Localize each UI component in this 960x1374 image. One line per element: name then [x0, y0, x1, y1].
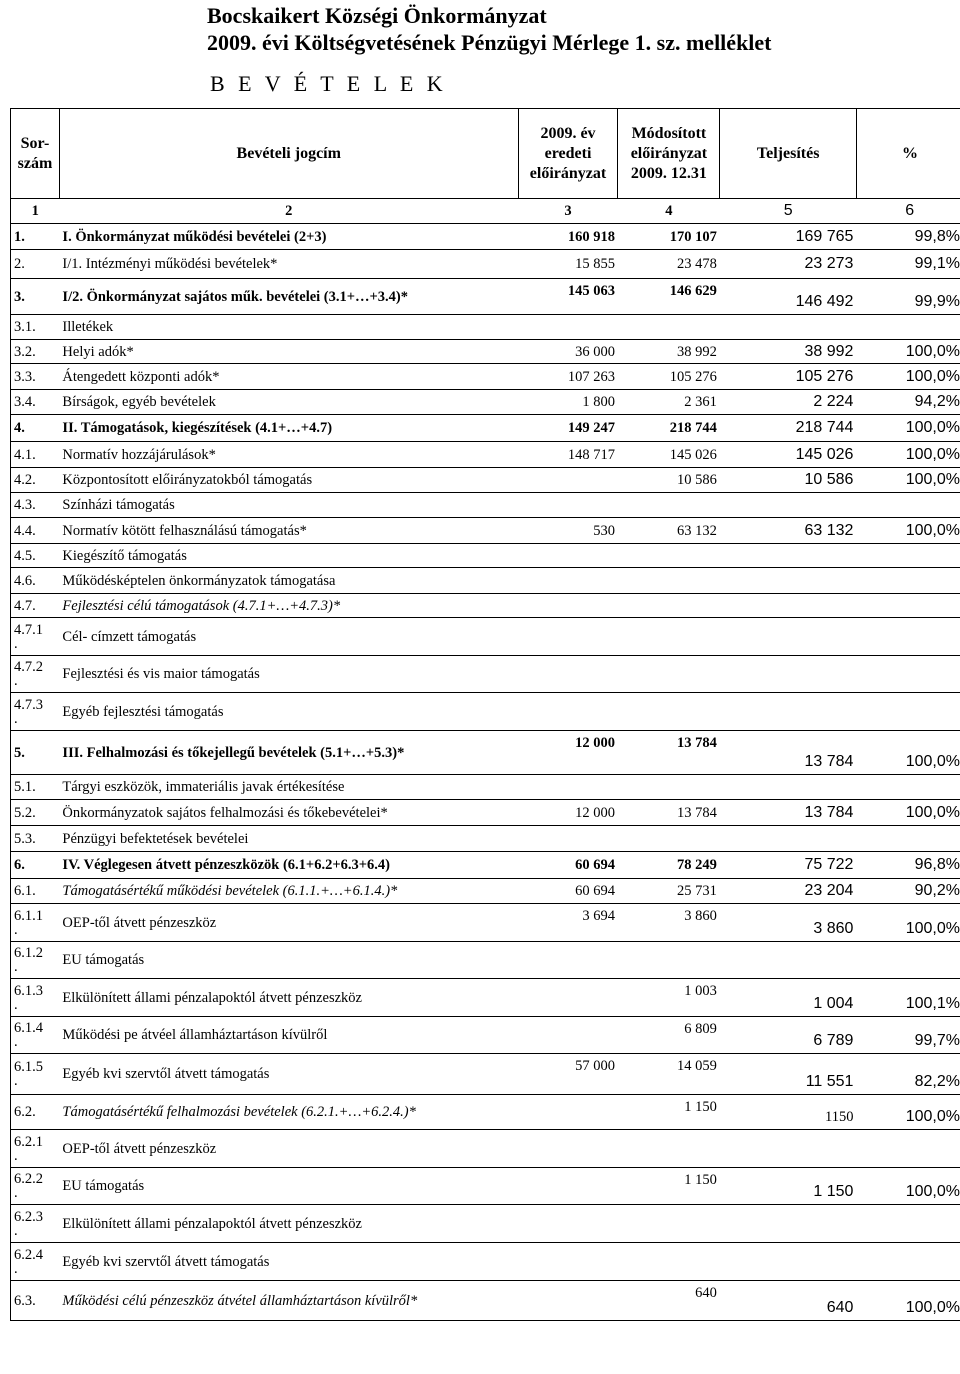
row-modositott: 13 784 [618, 800, 720, 826]
row-modositott [618, 775, 720, 800]
table-row [11, 775, 960, 800]
row-number: 5.1. [11, 775, 60, 800]
row-number: 4.2. [11, 468, 60, 493]
row-number: 6.3. [11, 1281, 60, 1321]
row-teljesites: 1150 [720, 1095, 857, 1130]
row-teljesites: 146 492 [720, 279, 857, 315]
row-label: Tárgyi eszközök, immateriális javak értékesítése [59, 775, 518, 800]
row-teljesites: 13 784 [720, 800, 857, 826]
row-number: 4.1. [11, 442, 60, 468]
document-title: Bocskaikert Községi Önkormányzat [207, 3, 547, 28]
row-modositott: 25 731 [618, 879, 720, 904]
row-modositott: 1 003 [618, 979, 720, 1017]
row-teljesites [720, 942, 857, 979]
table-row [11, 1205, 960, 1243]
row-label: OEP-től átvett pénzeszköz [59, 904, 518, 942]
row-szazalek [856, 315, 960, 340]
row-modositott: 2 361 [618, 390, 720, 415]
table-row [11, 852, 960, 879]
row-modositott: 3 860 [618, 904, 720, 942]
row-szazalek: 90,2% [856, 879, 960, 904]
table-row [11, 518, 960, 544]
row-number: 6.1.3 . [11, 979, 60, 1017]
row-eredeti [518, 468, 618, 493]
row-label: Működési célú pénzeszköz átvétel államháztartáson kívülről* [59, 1281, 518, 1321]
row-szazalek: 100,0% [856, 518, 960, 544]
table-row [11, 800, 960, 826]
row-label: OEP-től átvett pénzeszköz [59, 1130, 518, 1168]
table-row [11, 1017, 960, 1054]
row-teljesites: 218 744 [720, 415, 857, 442]
row-number: 6.2.2 . [11, 1168, 60, 1205]
header-modositott: Módosított előirányzat 2009. 12.31 [618, 109, 720, 199]
row-number: 3.1. [11, 315, 60, 340]
row-label: Elkülönített állami pénzalapoktól átvett pénzeszköz [59, 979, 518, 1017]
row-eredeti: 149 247 [518, 415, 618, 442]
row-number: 4.4. [11, 518, 60, 544]
row-label: Egyéb kvi szervtől átvett támogatás [59, 1243, 518, 1281]
table-row [11, 568, 960, 594]
row-label: Pénzügyi befektetések bevételei [59, 826, 518, 852]
row-number: 4. [11, 415, 60, 442]
row-szazalek [856, 775, 960, 800]
row-number: 5.3. [11, 826, 60, 852]
row-number: 6.1.4 . [11, 1017, 60, 1054]
row-eredeti [518, 1243, 618, 1281]
row-eredeti [518, 693, 618, 731]
row-teljesites [720, 775, 857, 800]
row-number: 6.2.3 . [11, 1205, 60, 1243]
row-label: IV. Véglegesen átvett pénzeszközök (6.1+6.2+6.3+6.4) [59, 852, 518, 879]
row-number: 5. [11, 731, 60, 775]
row-szazalek [856, 656, 960, 693]
table-row [11, 224, 960, 250]
table-row [11, 468, 960, 493]
row-number: 4.7.2 . [11, 656, 60, 693]
row-number: 6. [11, 852, 60, 879]
row-eredeti [518, 826, 618, 852]
table-row [11, 594, 960, 618]
row-number: 4.5. [11, 544, 60, 568]
row-eredeti [518, 979, 618, 1017]
row-teljesites: 169 765 [720, 224, 857, 250]
table-row [11, 731, 960, 775]
row-eredeti [518, 1095, 618, 1130]
row-eredeti: 60 694 [518, 852, 618, 879]
table-row [11, 364, 960, 390]
row-modositott: 78 249 [618, 852, 720, 879]
row-number: 4.7.1 . [11, 618, 60, 656]
row-eredeti: 148 717 [518, 442, 618, 468]
row-modositott: 14 059 [618, 1054, 720, 1095]
row-number: 6.1. [11, 879, 60, 904]
row-modositott [618, 544, 720, 568]
row-teljesites [720, 568, 857, 594]
row-szazalek: 94,2% [856, 390, 960, 415]
table-row [11, 904, 960, 942]
row-eredeti: 36 000 [518, 340, 618, 364]
row-eredeti: 12 000 [518, 800, 618, 826]
table-row [11, 1168, 960, 1205]
row-szazalek: 99,8% [856, 224, 960, 250]
table-row [11, 1095, 960, 1130]
row-teljesites: 3 860 [720, 904, 857, 942]
row-modositott [618, 942, 720, 979]
row-number: 6.1.5 . [11, 1054, 60, 1095]
table-row [11, 250, 960, 279]
row-szazalek: 99,9% [856, 279, 960, 315]
row-modositott: 10 586 [618, 468, 720, 493]
row-szazalek: 100,0% [856, 415, 960, 442]
row-szazalek: 100,0% [856, 468, 960, 493]
row-number: 4.3. [11, 493, 60, 518]
row-teljesites: 10 586 [720, 468, 857, 493]
colnum-5: 5 [720, 199, 857, 224]
row-modositott [618, 693, 720, 731]
row-modositott [618, 826, 720, 852]
row-label: Átengedett központi adók* [59, 364, 518, 390]
table-row [11, 415, 960, 442]
section-heading: B E V É T E L E K [210, 71, 447, 96]
row-modositott [618, 568, 720, 594]
document-subtitle: 2009. évi Költségvetésének Pénzügyi Mérlege 1. sz. melléklet [207, 30, 772, 55]
row-number: 6.2.4 . [11, 1243, 60, 1281]
row-modositott: 105 276 [618, 364, 720, 390]
row-teljesites: 23 204 [720, 879, 857, 904]
row-label: Normatív hozzájárulások* [59, 442, 518, 468]
row-eredeti [518, 544, 618, 568]
row-szazalek [856, 544, 960, 568]
row-szazalek [856, 942, 960, 979]
row-label: Fejlesztési és vis maior támogatás [59, 656, 518, 693]
row-modositott [618, 1243, 720, 1281]
row-label: EU támogatás [59, 1168, 518, 1205]
row-modositott: 23 478 [618, 250, 720, 279]
row-number: 1. [11, 224, 60, 250]
row-teljesites [720, 594, 857, 618]
row-teljesites [720, 693, 857, 731]
column-number-row [11, 199, 960, 224]
row-modositott: 1 150 [618, 1095, 720, 1130]
row-teljesites: 11 551 [720, 1054, 857, 1095]
colnum-3: 3 [518, 199, 618, 224]
row-eredeti: 1 800 [518, 390, 618, 415]
row-number: 3.2. [11, 340, 60, 364]
row-label: Egyéb kvi szervtől átvett támogatás [59, 1054, 518, 1095]
row-number: 3.3. [11, 364, 60, 390]
row-number: 3. [11, 279, 60, 315]
row-modositott [618, 1130, 720, 1168]
row-teljesites: 640 [720, 1281, 857, 1321]
row-eredeti: 107 263 [518, 364, 618, 390]
row-teljesites: 105 276 [720, 364, 857, 390]
colnum-4: 4 [618, 199, 720, 224]
header-szazalek: % [856, 109, 960, 199]
row-eredeti [518, 1017, 618, 1054]
row-modositott: 13 784 [618, 731, 720, 775]
row-label: Normatív kötött felhasználású támogatás* [59, 518, 518, 544]
row-number: 4.7.3 . [11, 693, 60, 731]
row-modositott [618, 656, 720, 693]
row-label: Színházi támogatás [59, 493, 518, 518]
row-szazalek: 100,0% [856, 364, 960, 390]
row-teljesites: 1 150 [720, 1168, 857, 1205]
row-szazalek: 100,0% [856, 1281, 960, 1321]
row-number: 6.2. [11, 1095, 60, 1130]
table-row [11, 693, 960, 731]
table-row [11, 1281, 960, 1321]
row-szazalek [856, 493, 960, 518]
row-label: III. Felhalmozási és tőkejellegű bevételek (5.1+…+5.3)* [59, 731, 518, 775]
row-eredeti [518, 656, 618, 693]
row-eredeti [518, 1281, 618, 1321]
row-teljesites [720, 1130, 857, 1168]
row-number: 6.1.1 . [11, 904, 60, 942]
row-teljesites: 75 722 [720, 852, 857, 879]
row-szazalek [856, 568, 960, 594]
row-label: EU támogatás [59, 942, 518, 979]
table-row [11, 340, 960, 364]
row-label: Működésképtelen önkormányzatok támogatása [59, 568, 518, 594]
row-szazalek [856, 693, 960, 731]
row-szazalek: 100,0% [856, 904, 960, 942]
row-eredeti: 530 [518, 518, 618, 544]
row-szazalek [856, 618, 960, 656]
colnum-2: 2 [59, 199, 518, 224]
row-modositott: 6 809 [618, 1017, 720, 1054]
row-szazalek: 99,1% [856, 250, 960, 279]
row-eredeti [518, 568, 618, 594]
header-jogcim: Bevételi jogcím [59, 109, 518, 199]
row-label: Kiegészítő támogatás [59, 544, 518, 568]
row-eredeti [518, 1205, 618, 1243]
row-teljesites [720, 493, 857, 518]
row-teljesites: 63 132 [720, 518, 857, 544]
row-modositott: 218 744 [618, 415, 720, 442]
row-modositott: 1 150 [618, 1168, 720, 1205]
table-row [11, 442, 960, 468]
row-szazalek: 82,2% [856, 1054, 960, 1095]
table-row [11, 1054, 960, 1095]
row-szazalek [856, 826, 960, 852]
row-teljesites: 6 789 [720, 1017, 857, 1054]
table-row [11, 493, 960, 518]
header-sorszam: Sor- szám [11, 109, 60, 199]
row-modositott [618, 618, 720, 656]
row-teljesites [720, 1205, 857, 1243]
revenue-table [10, 108, 960, 1321]
row-eredeti [518, 1168, 618, 1205]
header-teljesites: Teljesítés [720, 109, 857, 199]
row-modositott: 146 629 [618, 279, 720, 315]
row-modositott [618, 594, 720, 618]
row-label: Elkülönített állami pénzalapoktól átvett pénzeszköz [59, 1205, 518, 1243]
table-row [11, 656, 960, 693]
row-eredeti: 57 000 [518, 1054, 618, 1095]
row-label: Támogatásértékű működési bevételek (6.1.1.+…+6.1.4.)* [59, 879, 518, 904]
row-eredeti: 15 855 [518, 250, 618, 279]
row-teljesites [720, 315, 857, 340]
row-szazalek: 96,8% [856, 852, 960, 879]
header-eredeti: 2009. év eredeti előirányzat [518, 109, 618, 199]
row-eredeti [518, 942, 618, 979]
row-eredeti [518, 594, 618, 618]
row-label: Cél- címzett támogatás [59, 618, 518, 656]
row-szazalek: 100,0% [856, 442, 960, 468]
row-label: I. Önkormányzat működési bevételei (2+3) [59, 224, 518, 250]
row-teljesites [720, 544, 857, 568]
row-teljesites: 38 992 [720, 340, 857, 364]
row-label: Központosított előirányzatokból támogatás [59, 468, 518, 493]
row-teljesites [720, 618, 857, 656]
table-row [11, 544, 960, 568]
table-row [11, 879, 960, 904]
row-szazalek [856, 1243, 960, 1281]
row-label: Fejlesztési célú támogatások (4.7.1+…+4.7.3)* [59, 594, 518, 618]
row-teljesites [720, 1243, 857, 1281]
row-szazalek: 100,0% [856, 1168, 960, 1205]
table-row [11, 979, 960, 1017]
row-label: Önkormányzatok sajátos felhalmozási és tőkebevételei* [59, 800, 518, 826]
row-label: Támogatásértékű felhalmozási bevételek (6.2.1.+…+6.2.4.)* [59, 1095, 518, 1130]
row-modositott: 640 [618, 1281, 720, 1321]
row-eredeti: 160 918 [518, 224, 618, 250]
row-modositott: 170 107 [618, 224, 720, 250]
row-number: 2. [11, 250, 60, 279]
row-number: 6.2.1 . [11, 1130, 60, 1168]
row-szazalek: 100,0% [856, 340, 960, 364]
row-teljesites [720, 826, 857, 852]
row-eredeti [518, 1130, 618, 1168]
table-row [11, 618, 960, 656]
row-modositott: 145 026 [618, 442, 720, 468]
row-eredeti: 12 000 [518, 731, 618, 775]
row-eredeti: 3 694 [518, 904, 618, 942]
row-number: 6.1.2 . [11, 942, 60, 979]
row-eredeti [518, 315, 618, 340]
row-modositott [618, 1205, 720, 1243]
row-label: Egyéb fejlesztési támogatás [59, 693, 518, 731]
row-label: II. Támogatások, kiegészítések (4.1+…+4.7) [59, 415, 518, 442]
table-row [11, 1130, 960, 1168]
table-row [11, 942, 960, 979]
row-eredeti [518, 775, 618, 800]
table-row [11, 390, 960, 415]
row-number: 4.6. [11, 568, 60, 594]
table-row [11, 315, 960, 340]
row-modositott [618, 315, 720, 340]
row-teljesites: 13 784 [720, 731, 857, 775]
row-label: Működési pe átvéel államháztartáson kívülről [59, 1017, 518, 1054]
table-row [11, 1243, 960, 1281]
row-szazalek: 99,7% [856, 1017, 960, 1054]
row-number: 4.7. [11, 594, 60, 618]
row-szazalek: 100,1% [856, 979, 960, 1017]
row-eredeti: 145 063 [518, 279, 618, 315]
row-szazalek [856, 1205, 960, 1243]
row-modositott: 38 992 [618, 340, 720, 364]
row-teljesites: 145 026 [720, 442, 857, 468]
row-label: Bírságok, egyéb bevételek [59, 390, 518, 415]
row-number: 3.4. [11, 390, 60, 415]
row-teljesites: 23 273 [720, 250, 857, 279]
row-label: I/2. Önkormányzat sajátos műk. bevételei (3.1+…+3.4)* [59, 279, 518, 315]
row-eredeti [518, 493, 618, 518]
table-row [11, 279, 960, 315]
row-label: Helyi adók* [59, 340, 518, 364]
table-row [11, 826, 960, 852]
row-szazalek: 100,0% [856, 800, 960, 826]
row-szazalek [856, 594, 960, 618]
row-teljesites: 2 224 [720, 390, 857, 415]
colnum-1: 1 [11, 199, 60, 224]
row-number: 5.2. [11, 800, 60, 826]
row-teljesites: 1 004 [720, 979, 857, 1017]
row-szazalek: 100,0% [856, 1095, 960, 1130]
row-modositott [618, 493, 720, 518]
row-eredeti: 60 694 [518, 879, 618, 904]
row-modositott: 63 132 [618, 518, 720, 544]
row-label: Illetékek [59, 315, 518, 340]
row-szazalek: 100,0% [856, 731, 960, 775]
row-teljesites [720, 656, 857, 693]
row-label: I/1. Intézményi működési bevételek* [59, 250, 518, 279]
row-szazalek [856, 1130, 960, 1168]
row-eredeti [518, 618, 618, 656]
colnum-6: 6 [856, 199, 960, 224]
